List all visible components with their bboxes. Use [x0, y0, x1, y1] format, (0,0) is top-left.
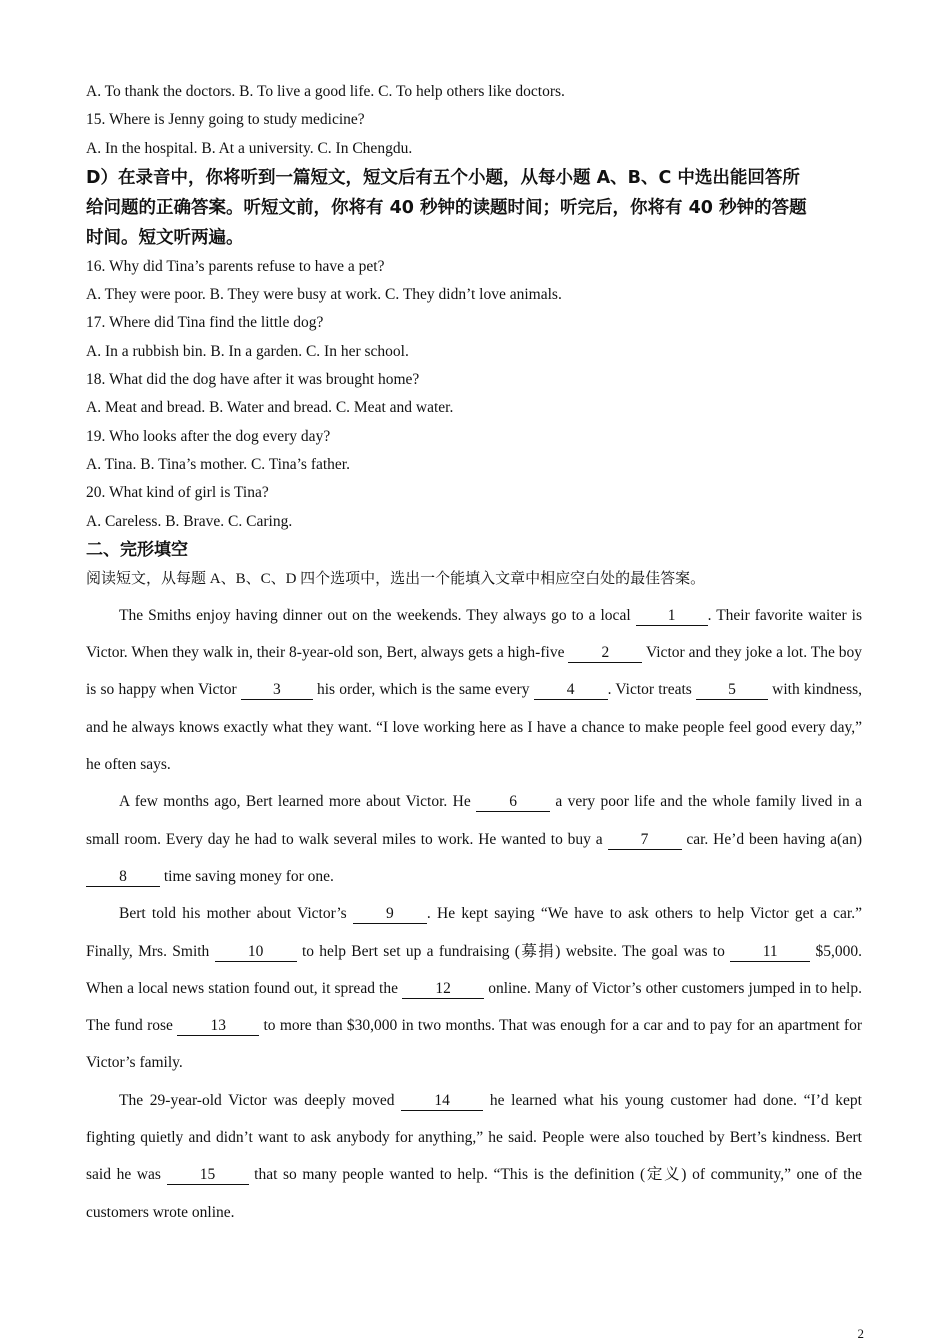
passage-text: Victor and they joke a lot. The boy is so happy when Victor	[86, 644, 862, 699]
cloze-instruction: 阅读短文，从每题 A、B、C、D 四个选项中，选出一个能填入文章中相应空白处的最佳答案。	[86, 570, 706, 587]
q20-question: 20. What kind of girl is Tina?	[86, 484, 269, 502]
section-d-header-line: D）在录音中，你将听到一篇短文，短文后有五个小题，从每小题 A、B、C 中选出能回答所	[86, 167, 800, 188]
cloze-paragraph-4	[86, 1082, 862, 1231]
passage-text: to help Bert set up a fundraising (募捐) website. The goal was to	[296, 942, 731, 960]
blank-5: 5	[696, 681, 768, 700]
blank-1: 1	[636, 607, 708, 626]
passage-text: car. He’d been having a(an)	[681, 830, 862, 848]
blank-3: 3	[241, 681, 313, 700]
q16-options: A. They were poor. B. They were busy at work. C. They didn’t love animals.	[86, 286, 562, 304]
cloze-passage	[86, 597, 862, 1231]
q15-question: 15. Where is Jenny going to study medicine?	[86, 111, 365, 129]
blank-8: 8	[86, 868, 160, 887]
section-d-header-line: 给问题的正确答案。听短文前，你将有 40 秒钟的读题时间；听完后，你将有 40 秒钟的答题	[86, 197, 807, 218]
blank-12: 12	[402, 980, 484, 999]
passage-text: The Smiths enjoy having dinner out on the weekends. They always go to a local	[119, 606, 636, 624]
passage-text: The 29-year-old Victor was deeply moved	[119, 1091, 402, 1109]
passage-text: online. Many of Victor’s other customers jumped in to help. The fund rose	[86, 979, 862, 1035]
q18-question: 18. What did the dog have after it was brought home?	[86, 371, 420, 389]
cloze-paragraph-1	[86, 597, 862, 783]
blank-13: 13	[177, 1017, 259, 1036]
q16-question: 16. Why did Tina’s parents refuse to have a pet?	[86, 257, 385, 275]
page-number: 2	[857, 1326, 864, 1341]
q19-question: 19. Who looks after the dog every day?	[86, 427, 331, 445]
q15-options: A. In the hospital. B. At a university. C. In Chengdu.	[86, 139, 413, 157]
q19-options: A. Tina. B. Tina’s mother. C. Tina’s father.	[86, 455, 350, 473]
q18-options: A. Meat and bread. B. Water and bread. C. Meat and water.	[86, 399, 454, 417]
blank-6: 6	[476, 793, 550, 812]
passage-text: a very poor life and the whole family lived in a small room. Every day he had to walk several miles to work. He wanted to buy a	[86, 793, 863, 848]
passage-text: $5,000. When a local news station found out, it spread the	[86, 942, 863, 997]
passage-text: . Their favorite waiter is Victor. When they walk in, their 8-year-old son, Bert, always gets a high-five	[86, 606, 863, 662]
page-content	[86, 78, 862, 1231]
passage-text: with kindness, and he always knows exactly what they want. “I love working here as I have a chance to make people feel good every day,” he often says.	[86, 681, 863, 774]
q20-options: A. Careless. B. Brave. C. Caring.	[86, 512, 293, 530]
blank-14: 14	[401, 1092, 483, 1111]
blank-2: 2	[568, 644, 642, 663]
blank-9: 9	[353, 905, 427, 924]
passage-text: he learned what his young customer had done. “I’d kept fighting quietly and didn’t want to ask anybody for anything,” he said. People were also touched by Bert’s kindness. Bert said he was	[86, 1091, 862, 1184]
passage-text: A few months ago, Bert learned more about Victor. He	[119, 793, 477, 811]
q17-options: A. In a rubbish bin. B. In a garden. C. In her school.	[86, 342, 409, 360]
passage-text: to more than $30,000 in two months. That was enough for a car and to pay for an apartment for Victor’s family.	[86, 1017, 862, 1072]
section-d-header	[86, 163, 862, 253]
blank-4: 4	[534, 681, 608, 700]
blank-11: 11	[730, 943, 810, 962]
q14-options: A. To thank the doctors. B. To live a good life. C. To help others like doctors.	[86, 83, 565, 100]
blank-15: 15	[167, 1166, 249, 1185]
passage-text: that so many people wanted to help. “This is the definition (定义) of community,” one of the customers wrote online.	[86, 1166, 862, 1221]
section-d-header-line: 时间。短文听两遍。	[86, 227, 244, 248]
cloze-section-title: 二、完形填空	[86, 539, 188, 560]
blank-7: 7	[608, 831, 682, 850]
passage-text: Bert told his mother about Victor’s	[119, 905, 353, 923]
cloze-paragraph-3	[86, 895, 862, 1081]
blank-10: 10	[215, 943, 297, 962]
q17-question: 17. Where did Tina find the little dog?	[86, 314, 324, 332]
passage-text: . He kept saying “We have to ask others to help Victor get a car.” Finally, Mrs. Smith	[86, 905, 862, 960]
cloze-paragraph-2	[86, 783, 862, 895]
passage-text: . Victor treats	[607, 681, 696, 699]
passage-text: time saving money for one.	[160, 867, 334, 885]
passage-text: his order, which is the same every	[312, 681, 534, 699]
